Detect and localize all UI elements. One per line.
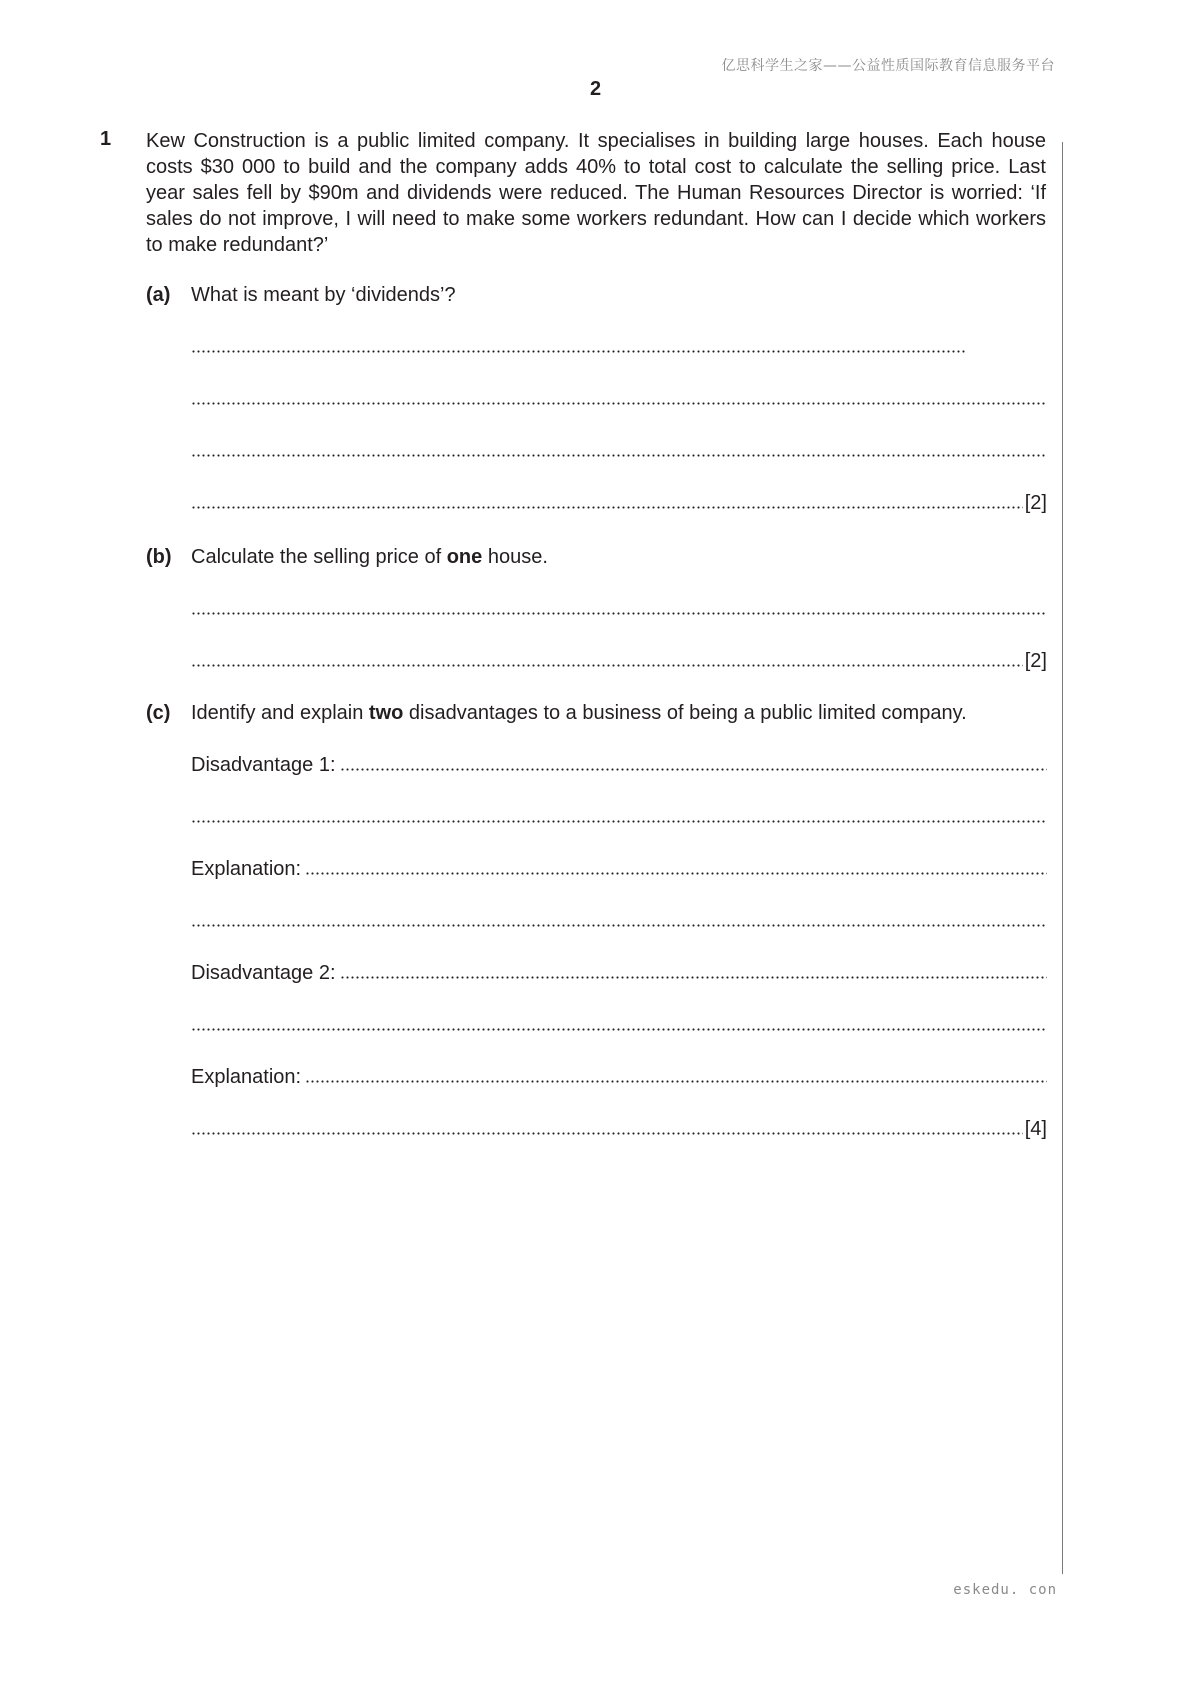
dotted-answer-line [191, 819, 1047, 824]
answer-line-c-disadvantage-1[interactable] [191, 752, 1047, 778]
dotted-answer-line [340, 975, 1047, 980]
part-a-question: What is meant by ‘dividends’? [191, 284, 456, 306]
part-c-marks: [4] [1024, 1118, 1047, 1140]
part-b-marks: [2] [1024, 650, 1047, 672]
part-c-text-after: disadvantages to a business of being a public limited company. [403, 702, 967, 724]
answer-line-a-4[interactable] [191, 490, 1047, 516]
part-c-label: (c) [146, 702, 171, 724]
dotted-answer-line [191, 663, 1023, 668]
part-b-question [191, 544, 548, 570]
question-stem: Kew Construction is a public limited company. It specialises in building large houses. Each house costs $30 000 to build and the company adds 40% to total cost to calculate the selling price. Last year sales fell by $90m and dividends were reduced. The Human Resources Director is worried: ‘If sales do not improve, I will need to make some workers redundant. How can I decide which workers to make redundant?’ [146, 130, 1046, 256]
question-number: 1 [100, 128, 112, 150]
dotted-answer-line [191, 505, 1023, 510]
disadvantage-1-label: Disadvantage 1: [191, 754, 336, 776]
part-a-label: (a) [146, 284, 171, 306]
dotted-answer-line [340, 767, 1047, 772]
dotted-answer-line [191, 611, 1047, 616]
answer-line-a-3[interactable] [191, 438, 1047, 464]
answer-line-b-1[interactable] [191, 596, 1047, 622]
part-b-text-bold: one [446, 546, 483, 568]
answer-line-c-explanation-2[interactable] [191, 1064, 1047, 1090]
answer-line-c-explanation-1[interactable] [191, 856, 1047, 882]
part-c-text-bold: two [368, 702, 404, 724]
header-watermark: 亿思科学生之家——公益性质国际教育信息服务平台 [721, 58, 1055, 74]
disadvantage-2-label: Disadvantage 2: [191, 962, 336, 984]
dotted-answer-line [191, 1131, 1023, 1136]
dotted-answer-line [191, 923, 1047, 928]
answer-line-c-2[interactable] [191, 804, 1047, 830]
answer-line-a-1[interactable] [191, 334, 966, 360]
answer-line-a-2[interactable] [191, 386, 1047, 412]
part-a-marks: [2] [1024, 492, 1047, 514]
part-c-text-before: Identify and explain [191, 702, 369, 724]
part-b-text-before: Calculate the selling price of [191, 546, 447, 568]
part-b-label: (b) [146, 546, 172, 568]
footer-watermark: eskedu. con [953, 1582, 1057, 1598]
answer-line-c-8[interactable] [191, 1116, 1047, 1142]
answer-line-c-4[interactable] [191, 908, 1047, 934]
dotted-answer-line [191, 453, 1047, 458]
part-c-question [191, 700, 967, 726]
explanation-2-label: Explanation: [191, 1066, 302, 1088]
dotted-answer-line [191, 401, 1047, 406]
page-number: 2 [589, 78, 602, 100]
answer-line-b-2[interactable] [191, 648, 1047, 674]
dotted-answer-line [191, 1027, 1047, 1032]
explanation-1-label: Explanation: [191, 858, 302, 880]
dotted-answer-line [305, 871, 1047, 876]
margin-rule [1062, 142, 1063, 1574]
part-b-text-after: house. [482, 546, 548, 568]
dotted-answer-line [305, 1079, 1047, 1084]
answer-line-c-disadvantage-2[interactable] [191, 960, 1047, 986]
answer-line-c-6[interactable] [191, 1012, 1047, 1038]
dotted-answer-line [191, 349, 966, 354]
